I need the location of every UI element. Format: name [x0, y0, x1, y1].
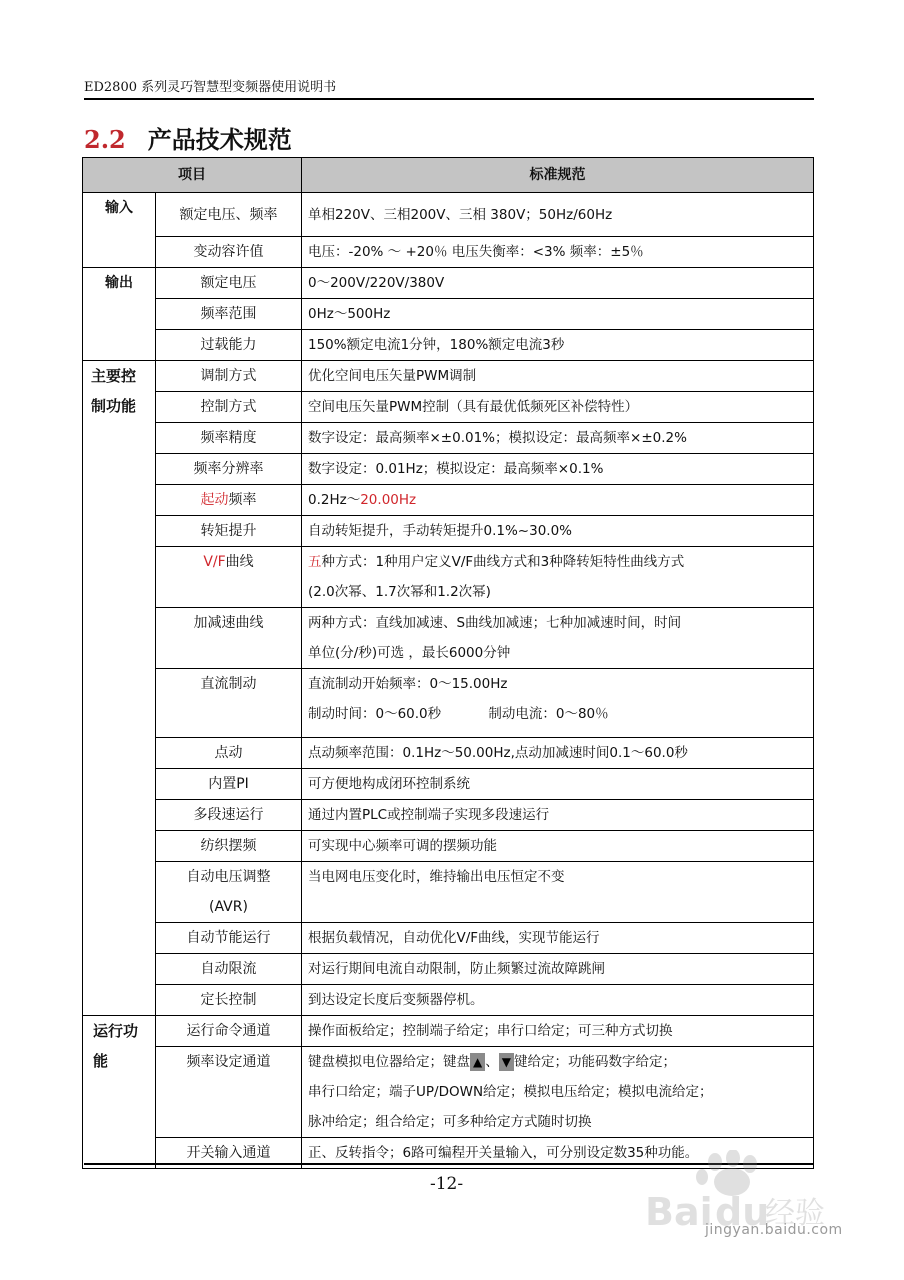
standard-cell: 根据负载情况，自动优化V/F曲线，实现节能运行: [302, 923, 814, 954]
header-rule: [84, 98, 814, 100]
standard-cell: [302, 669, 814, 738]
item-text-line2: (AVR): [209, 899, 248, 915]
table-row: [83, 923, 814, 954]
table-row: [83, 831, 814, 862]
item-cell: 开关输入通道: [156, 1138, 302, 1169]
table-row: [83, 800, 814, 831]
table-row: [83, 423, 814, 454]
item-cell: 变动容许值: [156, 237, 302, 268]
standard-cell: 正、反转指令；6路可编程开关量输入，可分别设定数35种功能。: [302, 1138, 814, 1169]
category-cell: 主要控制功能: [83, 361, 156, 1016]
category-cell: 输出: [83, 268, 156, 361]
standard-red-text: 20.00Hz: [360, 492, 417, 508]
table-row: [83, 862, 814, 923]
table-row: [83, 1047, 814, 1138]
spec-table: [82, 157, 814, 1169]
item-cell: [156, 862, 302, 923]
page-number: -12-: [430, 1174, 464, 1194]
table-row: [83, 392, 814, 423]
item-cell: 额定电压、频率: [156, 193, 302, 237]
standard-text-b: 键给定；功能码数字给定；: [513, 1054, 676, 1070]
item-cell: 转矩提升: [156, 516, 302, 547]
item-cell: 自动节能运行: [156, 923, 302, 954]
document-header: ED2800 系列灵巧智慧型变频器使用说明书: [84, 80, 337, 95]
standard-cell: 0～200V/220V/380V: [302, 268, 814, 299]
standard-cell: 自动转矩提升，手动转矩提升0.1%~30.0%: [302, 516, 814, 547]
section-number: 2.2: [84, 125, 126, 154]
item-cell: 多段速运行: [156, 800, 302, 831]
svg-text:经验: 经验: [765, 1196, 825, 1231]
standard-cell: 电压：-20% ～ +20％ 电压失衡率：<3% 频率：±5％: [302, 237, 814, 268]
table-row: [83, 485, 814, 516]
column-header-standard: 标准规范: [302, 158, 814, 193]
section-heading: 产品技术规范: [147, 125, 292, 154]
table-row: [83, 1016, 814, 1047]
standard-text-line3: 脉冲给定；组合给定；可多种给定方式随时切换: [308, 1114, 592, 1130]
standard-cell: 对运行期间电流自动限制，防止频繁过流故障跳闸: [302, 954, 814, 985]
standard-cell: 数字设定：最高频率×±0.01%；模拟设定：最高频率×±0.2%: [302, 423, 814, 454]
up-arrow-key-icon: ▲: [470, 1053, 485, 1071]
table-row: [83, 330, 814, 361]
standard-cell: 到达设定长度后变频器停机。: [302, 985, 814, 1016]
table-row: [83, 608, 814, 669]
item-cell: 定长控制: [156, 985, 302, 1016]
standard-text: 键盘模拟电位器给定；键盘: [308, 1054, 470, 1070]
table-row: [83, 193, 814, 237]
standard-text-line2: 制动时间：0～60.0秒 制动电流：0～80％: [308, 706, 609, 722]
table-row: [83, 299, 814, 330]
table-row: [83, 669, 814, 738]
standard-cell: 数字设定：0.01Hz；模拟设定：最高频率×0.1%: [302, 454, 814, 485]
table-row: [83, 738, 814, 769]
item-cell: 运行命令通道: [156, 1016, 302, 1047]
standard-cell: 点动频率范围：0.1Hz～50.00Hz,点动加减速时间0.1～60.0秒: [302, 738, 814, 769]
standard-cell: 优化空间电压矢量PWM调制: [302, 361, 814, 392]
item-cell: 频率分辨率: [156, 454, 302, 485]
standard-text: 种方式：1种用户定义V/F曲线方式和3种降转矩特性曲线方式: [321, 554, 685, 570]
item-cell: 加减速曲线: [156, 608, 302, 669]
table-row: [83, 237, 814, 268]
svg-text:du: du: [715, 1190, 770, 1234]
svg-text:Bai: Bai: [645, 1190, 713, 1234]
standard-text-line2: 串行口给定；端子UP/DOWN给定；模拟电压给定；模拟电流给定；: [308, 1084, 713, 1100]
item-cell: [156, 485, 302, 516]
item-cell: 调制方式: [156, 361, 302, 392]
item-text: 频率: [228, 492, 257, 508]
item-cell: 过载能力: [156, 330, 302, 361]
standard-cell: 可方便地构成闭环控制系统: [302, 769, 814, 800]
category-cell: 运行功能: [83, 1016, 156, 1169]
table-row: [83, 985, 814, 1016]
table-row: [83, 954, 814, 985]
separator-text: 、: [485, 1054, 499, 1070]
item-cell: [156, 547, 302, 608]
table-row: [83, 454, 814, 485]
item-cell: 直流制动: [156, 669, 302, 738]
standard-cell: 操作面板给定；控制端子给定；串行口给定；可三种方式切换: [302, 1016, 814, 1047]
item-cell: 纺织摆频: [156, 831, 302, 862]
item-text: 曲线: [225, 554, 254, 570]
item-cell: 内置PI: [156, 769, 302, 800]
category-cell: 输入: [83, 193, 156, 268]
item-text: 自动电压调整: [186, 869, 271, 885]
standard-cell: 单相220V、三相200V、三相 380V；50Hz/60Hz: [302, 193, 814, 237]
standard-cell: 可实现中心频率可调的摆频功能: [302, 831, 814, 862]
item-red-text: 起动: [200, 492, 229, 508]
standard-cell: [302, 485, 814, 516]
item-cell: 控制方式: [156, 392, 302, 423]
standard-text: 直流制动开始频率：0～15.00Hz: [308, 676, 508, 692]
watermark-url: jingyan.baidu.com: [705, 1222, 843, 1238]
standard-text-line2: (2.0次幂、1.7次幂和1.2次幂): [308, 584, 491, 600]
column-header-item: 项目: [83, 158, 302, 193]
table-row: [83, 268, 814, 299]
standard-cell: [302, 608, 814, 669]
table-row: [83, 769, 814, 800]
table-header-row: [83, 158, 814, 193]
down-arrow-key-icon: ▼: [499, 1053, 514, 1071]
item-cell: 频率范围: [156, 299, 302, 330]
standard-cell: 0Hz～500Hz: [302, 299, 814, 330]
item-cell: 频率精度: [156, 423, 302, 454]
table-row: [83, 361, 814, 392]
standard-cell: 通过内置PLC或控制端子实现多段速运行: [302, 800, 814, 831]
standard-text-line2: 单位(分/秒)可选 ，最长6000分钟: [308, 645, 511, 661]
item-cell: 频率设定通道: [156, 1047, 302, 1138]
item-cell: 自动限流: [156, 954, 302, 985]
standard-cell: [302, 547, 814, 608]
item-cell: 点动: [156, 738, 302, 769]
item-cell: 额定电压: [156, 268, 302, 299]
table-row: [83, 547, 814, 608]
standard-cell: 空间电压矢量PWM控制（具有最优低频死区补偿特性）: [302, 392, 814, 423]
table-row: [83, 516, 814, 547]
standard-cell: [302, 1047, 814, 1138]
standard-text: 两种方式：直线加减速、S曲线加减速；七种加减速时间，时间: [308, 615, 682, 631]
standard-cell: 当电网电压变化时，维持输出电压恒定不变: [302, 862, 814, 923]
standard-red-text: 五: [308, 554, 322, 570]
item-red-text: V/F: [203, 554, 226, 570]
section-title: [84, 120, 292, 155]
standard-cell: 150%额定电流1分钟，180%额定电流3秒: [302, 330, 814, 361]
standard-text: 0.2Hz～: [308, 492, 361, 508]
